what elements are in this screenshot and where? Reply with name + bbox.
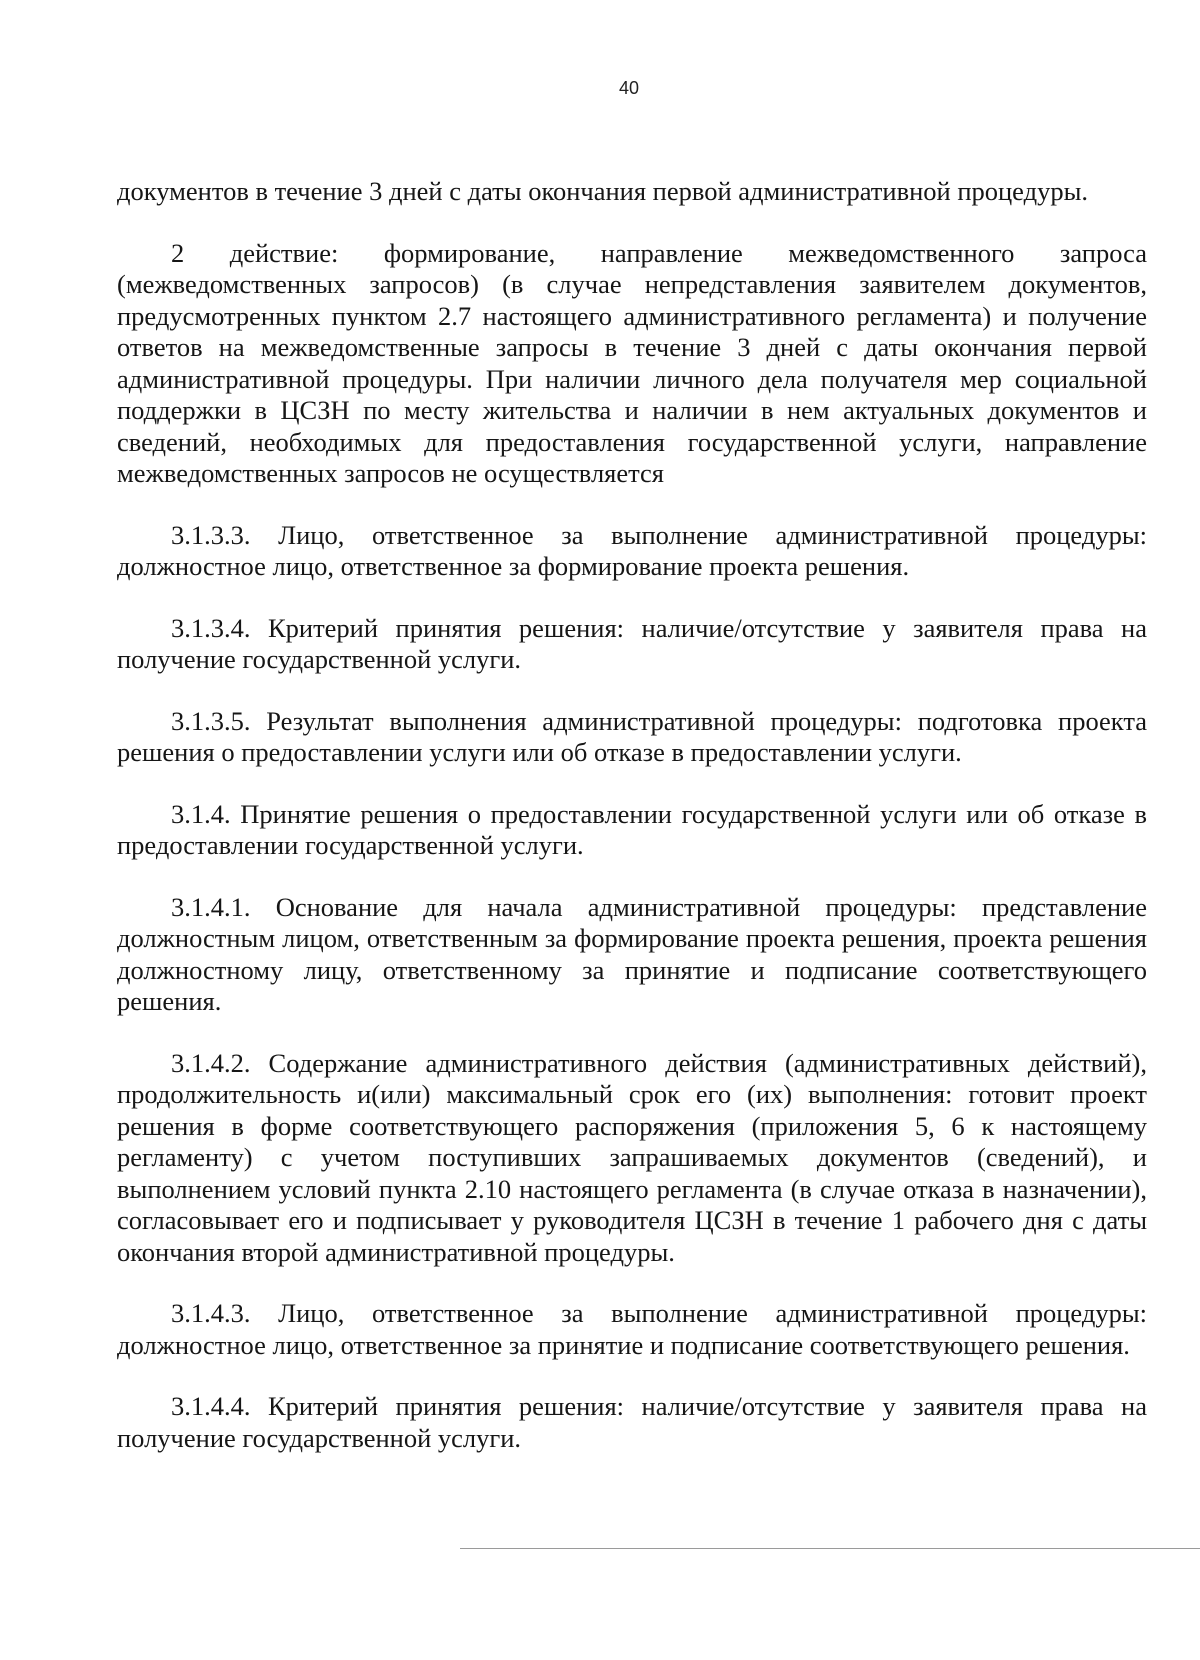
scan-edge-line [460,1548,1200,1549]
page-number: 40 [618,78,640,98]
paragraph-3-1-4: 3.1.4. Принятие решения о предоставлении государственной услуги или об отказе в предоставлении государственной услуги. [117,798,1147,860]
paragraph-3-1-3-3: 3.1.3.3. Лицо, ответственное за выполнение административной процедуры: должностное лицо, ответственное за формирование проекта решения. [117,519,1147,581]
paragraph-3-1-4-2: 3.1.4.2. Содержание административного действия (административных действий), продолжительность и(или) максимальный срок его (их) выполнения: готовит проект решения в форме соответствующего распоряжения (приложения 5, 6 к настоящему регламенту) с учетом поступивших запрашиваемых документов (сведений), и выполнением условий пункта 2.10 настоящего регламента (в случае отказа в назначении), согласовывает его и подписывает у руководителя ЦСЗН в течение 1 рабочего дня с даты окончания второй административной процедуры. [117,1047,1147,1267]
paragraph-3-1-4-3: 3.1.4.3. Лицо, ответственное за выполнение административной процедуры: должностное лицо, ответственное за принятие и подписание соответствующего решения. [117,1298,1147,1360]
paragraph-3-1-3-4: 3.1.3.4. Критерий принятия решения: наличие/отсутствие у заявителя права на получение государственной услуги. [117,612,1147,674]
paragraph-continuation: документов в течение 3 дней с даты окончания первой административной процедуры. [117,176,1089,206]
paragraph-3-1-3-5: 3.1.3.5. Результат выполнения административной процедуры: подготовка проекта решения о предоставлении услуги или об отказе в предоставлении услуги. [117,705,1147,767]
paragraph-3-1-4-1: 3.1.4.1. Основание для начала административной процедуры: представление должностным лицом, ответственным за формирование проекта решения, проекта решения должностному лицу, ответственному за принятие и подписание соответствующего решения. [117,891,1147,1016]
paragraph-3-1-4-4: 3.1.4.4. Критерий принятия решения: наличие/отсутствие у заявителя права на получение государственной услуги. [117,1391,1147,1453]
document-body [117,176,1147,1484]
paragraph-action-2: 2 действие: формирование, направление межведомственного запроса (межведомственных запросов) (в случае непредставления заявителем документов, предусмотренных пунктом 2.7 настоящего административного регламента) и получение ответов на межведомственные запросы в течение 3 дней с даты окончания первой административной процедуры. При наличии личного дела получателя мер социальной поддержки в ЦСЗН по месту жительства и наличии в нем актуальных документов и сведений, необходимых для предоставления государственной услуги, направление межведомственных запросов не осуществляется [117,237,1147,488]
